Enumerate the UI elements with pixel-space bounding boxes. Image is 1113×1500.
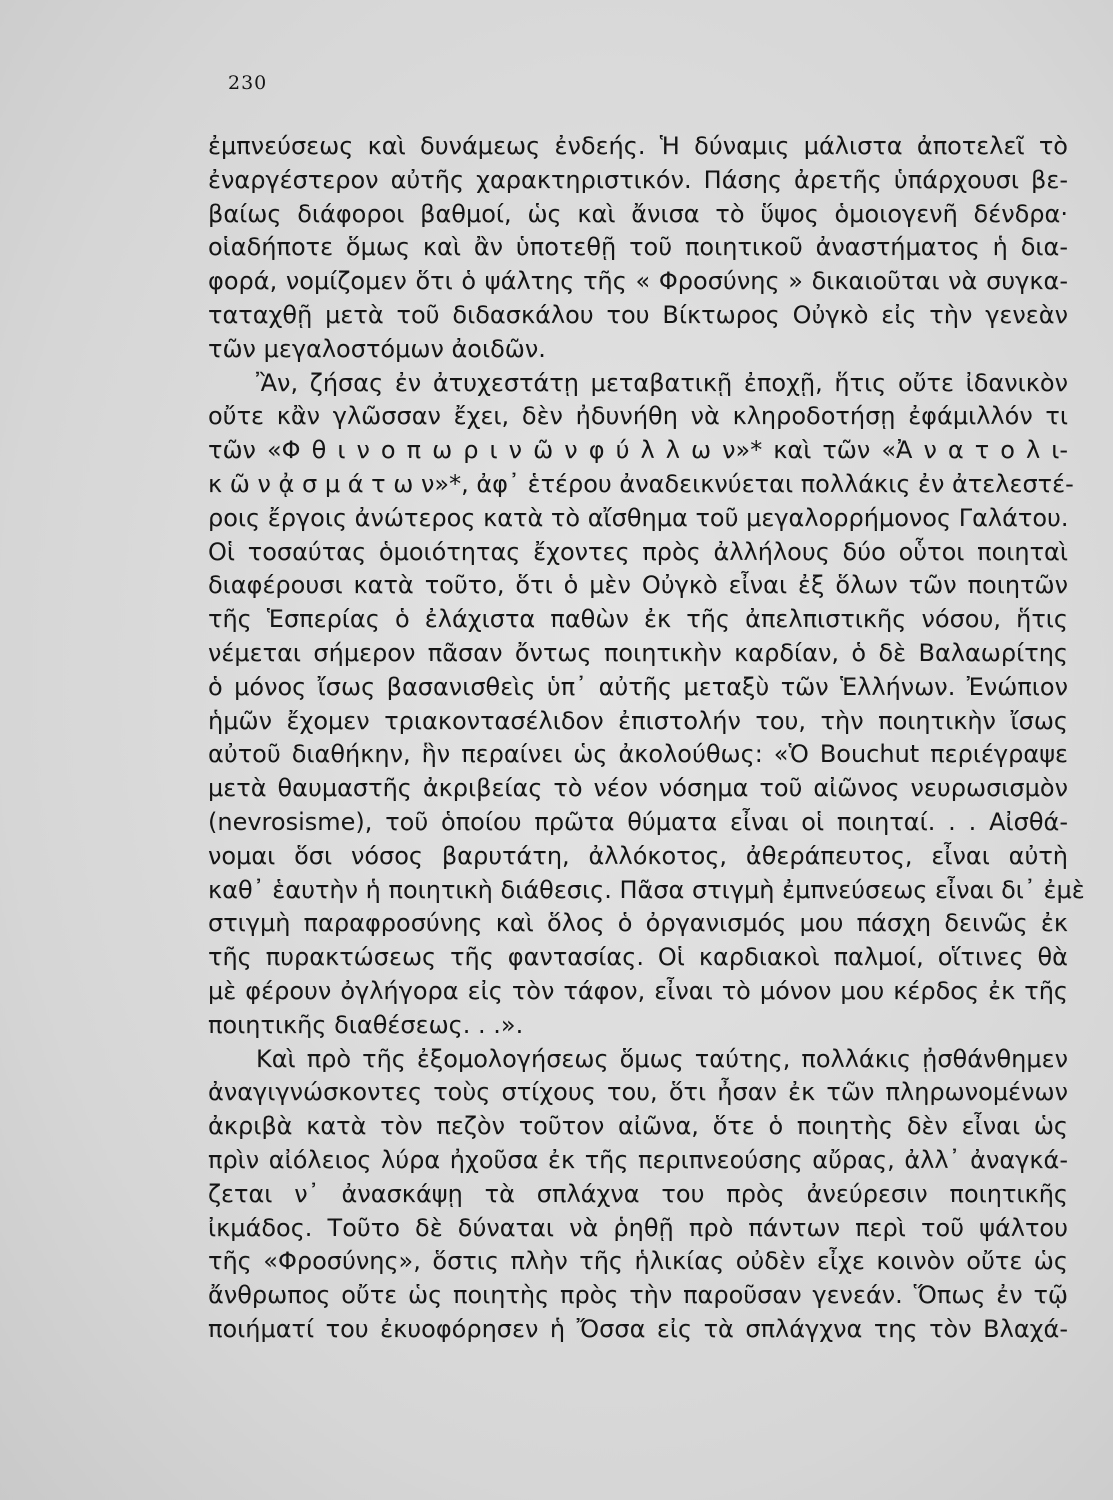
text-line: Οἱ τοσαύτας ὁμοιότητας ἔχοντες πρὸς ἀλλήλους δύο οὗτοι ποιηταὶ (208, 537, 1068, 566)
text-line: τῆς Ἑσπερίας ὁ ἐλάχιστα παθὼν ἐκ τῆς ἀπελπιστικῆς νόσου, ἥτις (208, 605, 1068, 634)
text-line: ταταχθῇ μετὰ τοῦ διδασκάλου του Βίκτωρος Οὐγκὸ εἰς τὴν γενεὰν (208, 301, 1068, 329)
text-line: ἐναργέστερον αὐτῆς χαρακτηριστικόν. Πάσης ἀρετῆς ὑπάρχουσι βε- (208, 165, 1068, 194)
text-line: ἡμῶν ἔχομεν τριακοντασέλιδον ἐπιστολήν του, τὴν ποιητικὴν ἴσως (208, 706, 1068, 735)
text-line: μετὰ θαυμαστῆς ἀκριβείας τὸ νέον νόσημα τοῦ αἰῶνος νευρωσισμὸν (208, 774, 1068, 803)
text-line: νομαι ὅσι νόσος βαρυτάτη, ἀλλόκοτος, ἀθεράπευτος, εἶναι αὐτὴ (208, 841, 1068, 870)
text-line: ποιητικῆς διαθέσεως. . .». (208, 1010, 524, 1039)
text-line: ἰκμάδος. Τοῦτο δὲ δύναται νὰ ῥηθῇ πρὸ πάντων περὶ τοῦ ψάλτου (208, 1213, 1068, 1242)
text-line: πρὶν αἰόλειος λύρα ἠχοῦσα ἐκ τῆς περιπνεούσης αὔρας, ἀλλ᾽ ἀναγκά- (208, 1146, 1068, 1174)
text-line: τῶν μεγαλοστόμων ἀοιδῶν. (208, 334, 546, 363)
text-line: Καὶ πρὸ τῆς ἐξομολογήσεως ὅμως ταύτης, πολλάκις ᾐσθάνθημεν (256, 1044, 1068, 1073)
text-line: τῆς «Φροσύνης», ὅστις πλὴν τῆς ἡλικίας οὐδὲν εἶχε κοινὸν οὔτε ὡς (208, 1247, 1068, 1276)
text-line: ἐμπνεύσεως καὶ δυνάμεως ἐνδεής. Ἡ δύναμις μάλιστα ἀποτελεῖ τὸ (208, 132, 1068, 160)
text-line: στιγμὴ παραφροσύνης καὶ ὅλος ὁ ὀργανισμός μου πάσχη δεινῶς ἐκ (208, 909, 1068, 938)
text-line: οἱαδήποτε ὅμως καὶ ἂν ὑποτεθῇ τοῦ ποιητικοῦ ἀναστήματος ἡ δια- (208, 233, 1068, 262)
text-line: νέμεται σήμερον πᾶσαν ὄντως ποιητικὴν καρδίαν, ὁ δὲ Βαλαωρίτης (208, 639, 1068, 667)
text-line: ροις ἔργοις ἀνώτερος κατὰ τὸ αἴσθημα τοῦ μεγαλορρήμονος Γαλάτου. (208, 503, 1069, 532)
text-line: κ ῶ ν ᾀ σ μ ά τ ω ν»*, ἀφ᾽ ἑτέρου ἀναδεικνύεται πολλάκις ἐν ἀτελεστέ- (208, 470, 1074, 498)
text-line: ἄνθρωπος οὔτε ὡς ποιητὴς πρὸς τὴν παροῦσαν γενεάν. Ὅπως ἐν τῷ (208, 1281, 1068, 1310)
text-line: τῆς πυρακτώσεως τῆς φαντασίας. Οἱ καρδιακοὶ παλμοί, οἵτινες θὰ (208, 943, 1068, 972)
text-line: βαίως διάφοροι βαθμοί, ὡς καὶ ἄνισα τὸ ὕψος ὁμοιογενῆ δένδρα· (208, 199, 1068, 228)
text-line: τῶν «Φ θ ι ν ο π ω ρ ι ν ῶ ν φ ύ λ λ ω ν»* καὶ τῶν «Ἀ ν α τ ο λ ι- (208, 436, 1068, 465)
text-line: ἀκριβὰ κατὰ τὸν πεζὸν τοῦτον αἰῶνα, ὅτε ὁ ποιητὴς δὲν εἶναι ὡς (208, 1112, 1068, 1141)
text-line: ζεται ν᾽ ἀνασκάψῃ τὰ σπλάχνα του πρὸς ἀνεύρεσιν ποιητικῆς (208, 1179, 1068, 1208)
text-line: καθ᾽ ἑαυτὴν ἡ ποιητικὴ διάθεσις. Πᾶσα στιγμὴ ἐμπνεύσεως εἶναι δι᾽ ἐμὲ (208, 875, 1085, 904)
text-line: (nevrosisme), τοῦ ὁποίου πρῶτα θύματα εἶναι οἱ ποιηταί. . . Αἰσθά- (208, 808, 1068, 836)
text-line: ποιήματί του ἐκυοφόρησεν ἡ Ὄσσα εἰς τὰ σπλάγχνα της τὸν Βλαχά- (208, 1315, 1068, 1343)
text-line: αὐτοῦ διαθήκην, ἣν περαίνει ὡς ἀκολούθως: «Ὁ Bouchut περιέγραψε (208, 740, 1068, 769)
text-line: μὲ φέρουν ὀγλήγορα εἰς τὸν τάφον, εἶναι τὸ μόνον μου κέρδος ἐκ τῆς (208, 977, 1068, 1005)
text-line: ἀναγιγνώσκοντες τοὺς στίχους του, ὅτι ἦσαν ἐκ τῶν πληρωνομένων (208, 1078, 1068, 1107)
text-line: διαφέρουσι κατὰ τοῦτο, ὅτι ὁ μὲν Οὐγκὸ εἶναι ἐξ ὅλων τῶν ποιητῶν (208, 571, 1068, 600)
page-number: 230 (228, 72, 268, 94)
text-line: Ἂν, ζήσας ἐν ἀτυχεστάτῃ μεταβατικῇ ἐποχῇ, ἥτις οὔτε ἰδανικὸν (256, 368, 1068, 397)
text-line: ὁ μόνος ἴσως βασανισθεὶς ὑπ᾽ αὐτῆς μεταξὺ τῶν Ἑλλήνων. Ἐνώπιον (208, 672, 1068, 701)
text-line: οὔτε κἂν γλῶσσαν ἔχει, δὲν ἠδυνήθη νὰ κληροδοτήσῃ ἐφάμιλλόν τι (208, 402, 1068, 431)
text-line: φορά, νομίζομεν ὅτι ὁ ψάλτης τῆς « Φροσύνης » δικαιοῦται νὰ συγκα- (208, 267, 1068, 296)
